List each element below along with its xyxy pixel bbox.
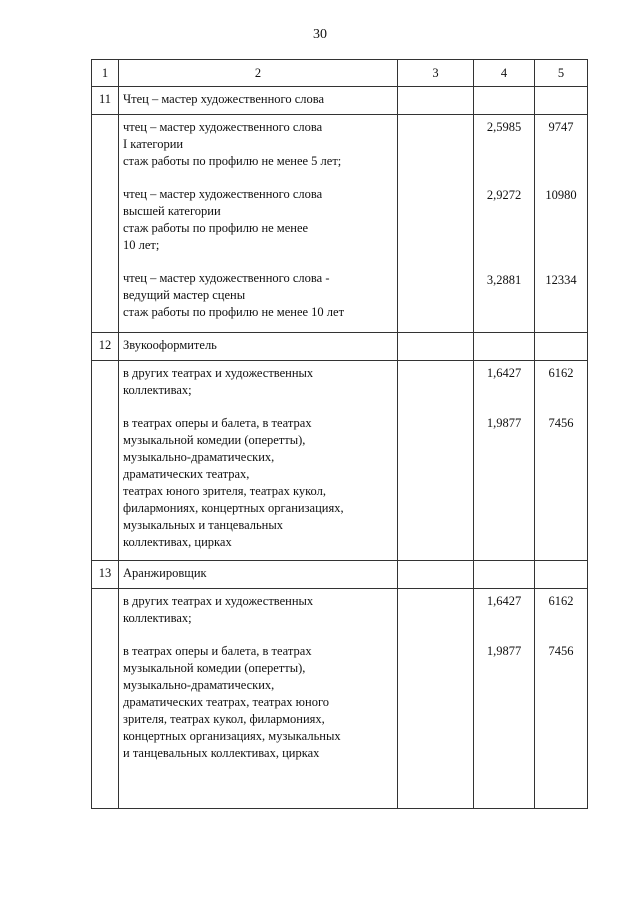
section-title-row <box>92 561 588 589</box>
items-description <box>119 361 398 561</box>
header-row <box>92 60 588 87</box>
salary: 10980 <box>545 188 577 202</box>
item-text: в театрах оперы и балета, в театрах музыкальной комедии (оперетты), музыкально-драматических, драматических театрах, театрах юного зрителя, театрах кукол, филармониях, концертных организациях, музыкальных и танцевальных коллективах, цирках <box>123 644 341 760</box>
section-items-row <box>92 589 588 809</box>
item-text: чтец – мастер художественного слова I категории стаж работы по профилю не менее 5 лет; <box>123 120 342 168</box>
section-number: 11 <box>92 87 119 115</box>
salary-cell <box>535 361 588 561</box>
coefficient: 1,6427 <box>486 366 522 380</box>
page-number: 30 <box>313 27 327 42</box>
item-text: чтец – мастер художественного слова - ведущий мастер сцены стаж работы по профилю не менее 10 лет <box>123 271 345 319</box>
coefficient: 2,9272 <box>486 188 522 202</box>
items-description <box>119 115 398 333</box>
salary: 12334 <box>545 273 577 287</box>
section-title: Звукооформитель <box>119 333 398 361</box>
section-title-row <box>92 87 588 115</box>
coefficient-cell <box>474 589 535 809</box>
header-cell-1: 1 <box>92 60 119 87</box>
item-text: в театрах оперы и балета, в театрах музыкальной комедии (оперетты), музыкально-драматических, драматических театрах, театрах юного зрителя, театрах кукол, филармониях, концертных организациях, музыкальных и танцевальных коллективах, цирках <box>123 416 344 549</box>
salary-cell <box>535 115 588 333</box>
coefficient-cell <box>474 361 535 561</box>
section-items-row <box>92 361 588 561</box>
coefficient: 1,6427 <box>486 594 522 608</box>
header-cell-5: 5 <box>535 60 588 87</box>
rates-table <box>91 59 588 809</box>
coefficient: 2,5985 <box>486 120 522 134</box>
header-cell-4: 4 <box>474 60 535 87</box>
section-number: 12 <box>92 333 119 361</box>
coefficient: 3,2881 <box>486 273 522 287</box>
coefficient: 1,9877 <box>486 416 522 430</box>
salary: 6162 <box>548 366 574 380</box>
salary: 6162 <box>548 594 574 608</box>
section-title: Аранжировщик <box>119 561 398 589</box>
header-cell-2: 2 <box>119 60 398 87</box>
section-title: Чтец – мастер художественного слова <box>119 87 398 115</box>
item-text: в других театрах и художественных коллективах; <box>123 366 314 397</box>
salary-cell <box>535 589 588 809</box>
section-items-row <box>92 115 588 333</box>
section-title-row <box>92 333 588 361</box>
item-text: чтец – мастер художественного слова высшей категории стаж работы по профилю не менее 10 лет; <box>123 187 323 252</box>
item-text: в других театрах и художественных коллективах; <box>123 594 314 625</box>
coefficient: 1,9877 <box>486 644 522 658</box>
header-cell-3: 3 <box>398 60 474 87</box>
section-number: 13 <box>92 561 119 589</box>
salary: 7456 <box>548 644 574 658</box>
salary: 9747 <box>548 120 574 134</box>
coefficient-cell <box>474 115 535 333</box>
items-description <box>119 589 398 809</box>
salary: 7456 <box>548 416 574 430</box>
